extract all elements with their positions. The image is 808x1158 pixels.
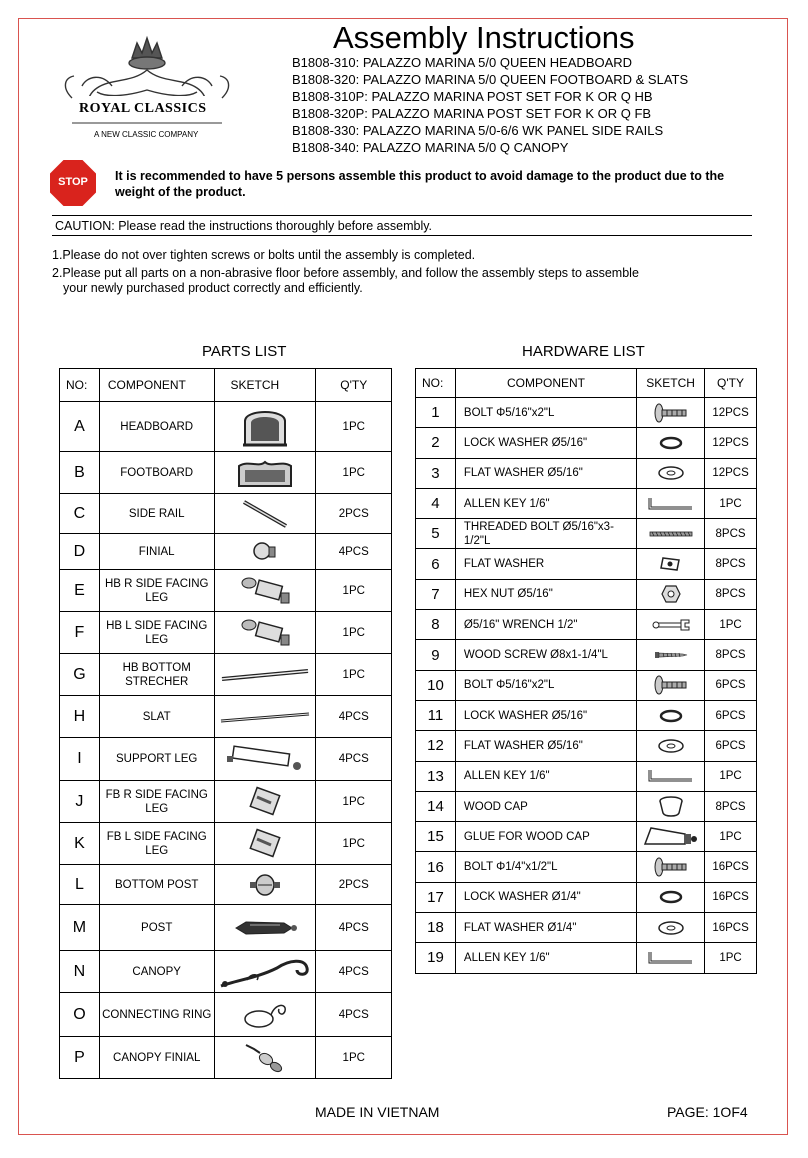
fb-leg-icon [243, 827, 287, 861]
hardware-no: 5 [416, 519, 456, 549]
page-number: PAGE: 1OF4 [667, 1104, 748, 1120]
parts-table-row [60, 654, 392, 696]
hardware-qty: 16PCS [705, 882, 757, 912]
part-sketch [214, 738, 316, 781]
part-no: M [60, 905, 100, 951]
part-component: SUPPORT LEG [99, 738, 214, 781]
part-component: FOOTBOARD [99, 452, 214, 494]
hardware-no: 4 [416, 488, 456, 518]
hardware-sketch [637, 610, 705, 640]
hardware-sketch [637, 913, 705, 943]
hardware-qty: 12PCS [705, 398, 757, 428]
connecting-ring-icon [237, 997, 293, 1033]
hardware-table-row [416, 398, 757, 428]
hardware-sketch [637, 700, 705, 730]
hardware-component: Ø5/16" WRENCH 1/2" [455, 610, 636, 640]
col-component: COMPONENT [455, 369, 636, 398]
hardware-component: BOLT Φ5/16"x2"L [455, 670, 636, 700]
hardware-component: BOLT Φ5/16"x2"L [455, 398, 636, 428]
parts-table [59, 368, 392, 1079]
canopy-finial-icon [240, 1039, 290, 1077]
parts-table-row [60, 865, 392, 905]
allen-key-icon [646, 950, 696, 966]
hardware-no: 18 [416, 913, 456, 943]
finial-icon [250, 541, 280, 563]
col-sketch: SKETCH [637, 369, 705, 398]
part-no: I [60, 738, 100, 781]
hardware-sketch [637, 822, 705, 852]
part-qty: 1PC [316, 612, 392, 654]
hardware-sketch [637, 882, 705, 912]
flat-washer-icon [657, 920, 685, 936]
part-component: HB BOTTOM STRECHER [99, 654, 214, 696]
support-leg-icon [223, 744, 307, 774]
square-washer-icon [659, 556, 683, 572]
hardware-no: 13 [416, 761, 456, 791]
parts-table-row [60, 612, 392, 654]
hardware-table-row [416, 549, 757, 579]
hardware-qty: 6PCS [705, 670, 757, 700]
flat-washer-icon [657, 738, 685, 754]
part-qty: 4PCS [316, 905, 392, 951]
hardware-component: ALLEN KEY 1/6" [455, 488, 636, 518]
part-sketch [214, 1037, 316, 1079]
part-no: F [60, 612, 100, 654]
hardware-no: 2 [416, 428, 456, 458]
made-in-label: MADE IN VIETNAM [315, 1104, 440, 1120]
part-qty: 2PCS [316, 865, 392, 905]
hardware-sketch [637, 428, 705, 458]
hardware-qty: 1PC [705, 610, 757, 640]
lock-washer-icon [658, 708, 684, 724]
part-sketch [214, 654, 316, 696]
stop-label: STOP [58, 176, 88, 188]
hardware-no: 12 [416, 731, 456, 761]
hex-nut-icon [661, 585, 681, 603]
hardware-table-row [416, 731, 757, 761]
hardware-no: 10 [416, 670, 456, 700]
hardware-component: LOCK WASHER Ø5/16" [455, 428, 636, 458]
hardware-qty: 6PCS [705, 731, 757, 761]
part-no: B [60, 452, 100, 494]
part-sketch [214, 452, 316, 494]
hardware-qty: 8PCS [705, 579, 757, 609]
hardware-component: LOCK WASHER Ø5/16" [455, 700, 636, 730]
hardware-qty: 8PCS [705, 549, 757, 579]
hardware-component: GLUE FOR WOOD CAP [455, 822, 636, 852]
part-qty: 1PC [316, 781, 392, 823]
part-qty: 1PC [316, 1037, 392, 1079]
hardware-table-row [416, 640, 757, 670]
model-list [292, 54, 688, 156]
hardware-no: 16 [416, 852, 456, 882]
parts-table-row [60, 1037, 392, 1079]
model-line: B1808-330: PALAZZO MARINA 5/0-6/6 WK PANEL SIDE RAILS [292, 123, 664, 138]
part-sketch [214, 534, 316, 570]
caution-bar: CAUTION: Please read the instructions thoroughly before assembly. [52, 215, 752, 236]
hardware-sketch [637, 579, 705, 609]
hardware-qty: 16PCS [705, 852, 757, 882]
stop-sign-icon [50, 160, 96, 206]
hardware-sketch [637, 791, 705, 821]
parts-table-row [60, 951, 392, 993]
parts-table-row [60, 738, 392, 781]
hardware-no: 1 [416, 398, 456, 428]
parts-table-row [60, 570, 392, 612]
part-no: P [60, 1037, 100, 1079]
flat-washer-icon [657, 465, 685, 481]
part-no: O [60, 993, 100, 1037]
part-sketch [214, 402, 316, 452]
hardware-no: 6 [416, 549, 456, 579]
warning-text: It is recommended to have 5 persons assemble this product to avoid damage to the product due to the weight of the product. [115, 169, 725, 199]
lock-washer-icon [658, 889, 684, 905]
footboard-icon [235, 456, 295, 490]
hardware-qty: 12PCS [705, 428, 757, 458]
hardware-sketch [637, 640, 705, 670]
hardware-table-row [416, 882, 757, 912]
part-qty: 4PCS [316, 696, 392, 738]
hardware-no: 14 [416, 791, 456, 821]
col-no: NO: [60, 369, 100, 402]
model-line: B1808-310P: PALAZZO MARINA POST SET FOR K OR Q HB [292, 89, 653, 104]
part-qty: 4PCS [316, 738, 392, 781]
table-header-row [60, 369, 392, 402]
part-component: SIDE RAIL [99, 494, 214, 534]
col-qty: Q'TY [705, 369, 757, 398]
model-line: B1808-310: PALAZZO MARINA 5/0 QUEEN HEADBOARD [292, 55, 633, 70]
hardware-sketch [637, 458, 705, 488]
part-component: FB R SIDE FACING LEG [99, 781, 214, 823]
hardware-table-row [416, 670, 757, 700]
col-no: NO: [416, 369, 456, 398]
hardware-qty: 1PC [705, 822, 757, 852]
hardware-sketch [637, 398, 705, 428]
hardware-table-row [416, 610, 757, 640]
side-rail-icon [240, 499, 290, 529]
parts-list-title: PARTS LIST [202, 343, 287, 360]
parts-table-row [60, 993, 392, 1037]
part-sketch [214, 781, 316, 823]
post-icon [232, 917, 298, 939]
part-component: CANOPY [99, 951, 214, 993]
parts-table-row [60, 402, 392, 452]
hardware-table-row [416, 428, 757, 458]
part-component: HEADBOARD [99, 402, 214, 452]
canopy-icon [217, 952, 313, 992]
wrench-icon [651, 618, 691, 632]
parts-table-row [60, 696, 392, 738]
hardware-table-row [416, 488, 757, 518]
glue-tube-icon [641, 824, 701, 850]
hardware-table-row [416, 458, 757, 488]
hardware-qty: 16PCS [705, 913, 757, 943]
hardware-no: 8 [416, 610, 456, 640]
hardware-table-row [416, 519, 757, 549]
leg-icon [237, 617, 293, 649]
parts-table-row [60, 905, 392, 951]
hardware-component: WOOD CAP [455, 791, 636, 821]
brand-tagline: A NEW CLASSIC COMPANY [94, 130, 199, 139]
hardware-no: 3 [416, 458, 456, 488]
hardware-sketch [637, 670, 705, 700]
col-component: COMPONENT [99, 369, 214, 402]
part-sketch [214, 951, 316, 993]
instruction-1: 1.Please do not over tighten screws or bolts until the assembly is completed. [52, 248, 476, 262]
hardware-qty: 1PC [705, 488, 757, 518]
hardware-component: HEX NUT Ø5/16" [455, 579, 636, 609]
hardware-table-row [416, 700, 757, 730]
part-no: N [60, 951, 100, 993]
part-component: POST [99, 905, 214, 951]
instruction-2-cont: your newly purchased product correctly and efficiently. [63, 281, 363, 295]
part-component: HB R SIDE FACING LEG [99, 570, 214, 612]
part-no: G [60, 654, 100, 696]
parts-table-row [60, 494, 392, 534]
part-qty: 2PCS [316, 494, 392, 534]
fb-leg-icon [243, 785, 287, 819]
parts-table-row [60, 781, 392, 823]
brand-name: ROYAL CLASSICS [79, 101, 207, 116]
hardware-component: FLAT WASHER Ø5/16" [455, 731, 636, 761]
bolt-icon [653, 402, 689, 424]
parts-table-row [60, 823, 392, 865]
part-no: J [60, 781, 100, 823]
hardware-component: ALLEN KEY 1/6" [455, 761, 636, 791]
part-qty: 1PC [316, 570, 392, 612]
page-title: Assembly Instructions [333, 20, 635, 55]
hardware-table-row [416, 943, 757, 973]
hardware-qty: 8PCS [705, 791, 757, 821]
hardware-no: 17 [416, 882, 456, 912]
part-component: CANOPY FINIAL [99, 1037, 214, 1079]
part-no: A [60, 402, 100, 452]
hardware-component: WOOD SCREW Ø8x1-1/4"L [455, 640, 636, 670]
hardware-sketch [637, 731, 705, 761]
part-no: K [60, 823, 100, 865]
part-component: HB L SIDE FACING LEG [99, 612, 214, 654]
hardware-no: 19 [416, 943, 456, 973]
hardware-table-row [416, 822, 757, 852]
hardware-sketch [637, 519, 705, 549]
part-sketch [214, 570, 316, 612]
hardware-table-row [416, 852, 757, 882]
hardware-component: BOLT Φ1/4"x1/2"L [455, 852, 636, 882]
col-sketch: SKETCH [214, 369, 316, 402]
headboard-icon [237, 405, 293, 449]
hardware-qty: 8PCS [705, 640, 757, 670]
part-sketch [214, 612, 316, 654]
bolt-icon [653, 856, 689, 878]
bolt-icon [653, 674, 689, 696]
part-component: CONNECTING RING [99, 993, 214, 1037]
part-no: D [60, 534, 100, 570]
hardware-table-row [416, 791, 757, 821]
wood-screw-icon [653, 650, 689, 660]
hardware-no: 11 [416, 700, 456, 730]
hardware-qty: 1PC [705, 943, 757, 973]
model-line: B1808-320: PALAZZO MARINA 5/0 QUEEN FOOTBOARD & SLATS [292, 72, 689, 87]
hardware-sketch [637, 549, 705, 579]
part-qty: 1PC [316, 452, 392, 494]
hardware-table-row [416, 913, 757, 943]
hardware-sketch [637, 943, 705, 973]
hardware-table [415, 368, 757, 974]
lock-washer-icon [658, 435, 684, 451]
part-no: E [60, 570, 100, 612]
hardware-table-row [416, 579, 757, 609]
parts-table-row [60, 534, 392, 570]
hardware-table-row [416, 761, 757, 791]
stretcher-icon [218, 667, 312, 683]
part-qty: 1PC [316, 654, 392, 696]
leg-icon [237, 575, 293, 607]
hardware-component: ALLEN KEY 1/6" [455, 943, 636, 973]
part-no: C [60, 494, 100, 534]
slat-icon [217, 710, 313, 724]
part-qty: 4PCS [316, 993, 392, 1037]
part-no: H [60, 696, 100, 738]
allen-key-icon [646, 768, 696, 784]
parts-table-row [60, 452, 392, 494]
hardware-qty: 6PCS [705, 700, 757, 730]
part-sketch [214, 993, 316, 1037]
hardware-no: 15 [416, 822, 456, 852]
hardware-component: FLAT WASHER [455, 549, 636, 579]
hardware-qty: 8PCS [705, 519, 757, 549]
part-component: FB L SIDE FACING LEG [99, 823, 214, 865]
part-qty: 1PC [316, 823, 392, 865]
part-component: FINIAL [99, 534, 214, 570]
hardware-component: FLAT WASHER Ø1/4" [455, 913, 636, 943]
col-qty: Q'TY [316, 369, 392, 402]
hardware-component: LOCK WASHER Ø1/4" [455, 882, 636, 912]
hardware-component: FLAT WASHER Ø5/16" [455, 458, 636, 488]
part-qty: 4PCS [316, 534, 392, 570]
hardware-sketch [637, 488, 705, 518]
table-header-row [416, 369, 757, 398]
part-sketch [214, 494, 316, 534]
part-qty: 1PC [316, 402, 392, 452]
hardware-component: THREADED BOLT Ø5/16"x3-1/2"L [455, 519, 636, 549]
hardware-qty: 1PC [705, 761, 757, 791]
hardware-list-title: HARDWARE LIST [522, 343, 645, 360]
threaded-bolt-icon [648, 529, 694, 539]
part-qty: 4PCS [316, 951, 392, 993]
hardware-no: 7 [416, 579, 456, 609]
hardware-no: 9 [416, 640, 456, 670]
part-component: SLAT [99, 696, 214, 738]
instruction-2: 2.Please put all parts on a non-abrasive floor before assembly, and follow the assembly steps to assemble [52, 266, 639, 280]
hardware-qty: 12PCS [705, 458, 757, 488]
part-sketch [214, 696, 316, 738]
model-line: B1808-340: PALAZZO MARINA 5/0 Q CANOPY [292, 140, 569, 155]
part-sketch [214, 865, 316, 905]
part-sketch [214, 823, 316, 865]
part-sketch [214, 905, 316, 951]
part-no: L [60, 865, 100, 905]
bottom-post-icon [248, 873, 282, 897]
wood-cap-icon [657, 795, 685, 819]
allen-key-icon [646, 496, 696, 512]
model-line: B1808-320P: PALAZZO MARINA POST SET FOR K OR Q FB [292, 106, 652, 121]
hardware-sketch [637, 852, 705, 882]
hardware-sketch [637, 761, 705, 791]
part-component: BOTTOM POST [99, 865, 214, 905]
